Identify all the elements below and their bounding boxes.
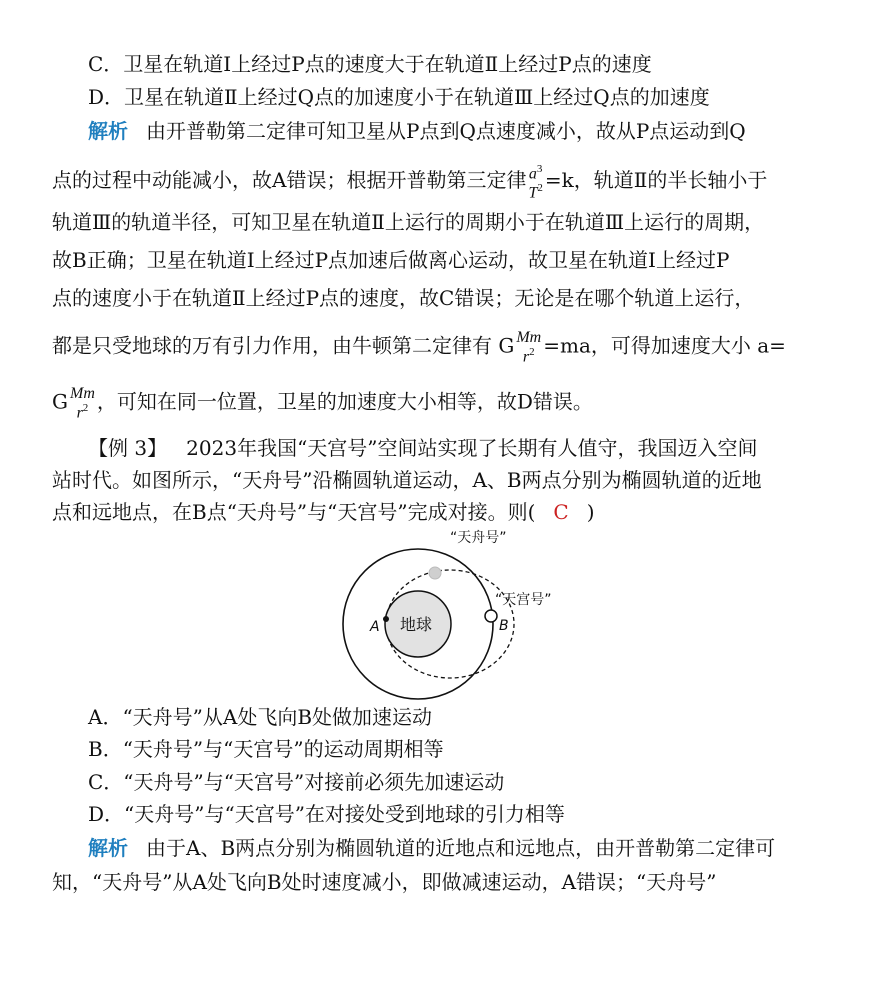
point-a-dot [383,616,389,622]
analysis2-line2: 知，“天舟号”从A处飞向B处时速度减小，即做减速运动，A错误；“天舟号” [52,870,717,894]
analysis-label: 解析 [88,119,128,143]
option-c: C．“天舟号”与“天宫号”对接前必须先加速运动 [88,770,505,794]
analysis1-line7: G Mm $r^2$ ，可知在同一位置，卫星的加速度大小相等，故D错误。 [52,385,593,422]
analysis1-line6: 都是只受地球的万有引力作用，由牛顿第二定律有 G Mm $r^2$ =ma，可得加速度大小 a= [52,329,786,366]
earth-label: 地球 [400,615,433,634]
prev-option-d: D．卫星在轨道Ⅱ上经过Q点的加速度小于在轨道Ⅲ上经过Q点的加速度 [88,85,710,109]
option-b: B．“天舟号”与“天宫号”的运动周期相等 [88,737,444,761]
gravity-fraction: Mm $r^2$ [516,329,542,366]
analysis1-line5: 点的速度小于在轨道Ⅱ上经过P点的速度，故C错误；无论是在哪个轨道上运行， [52,286,755,310]
answer-mark: C [553,500,569,524]
analysis2-line1: 解析 由于A、B两点分别为椭圆轨道的近地点和远地点，由开普勒第二定律可 [88,836,776,860]
orbit-diagram [300,522,580,712]
analysis1-line3: 轨道Ⅲ的轨道半径，可知卫星在轨道Ⅱ上运行的周期小于在轨道Ⅲ上运行的周期， [52,210,765,234]
analysis1-line2: 点的过程中动能减小，故A错误；根据开普勒第三定律 $a^3$ $T^2$ =k，轨道Ⅱ的半长轴小于 [52,163,768,202]
option-d: D．“天舟号”与“天宫号”在对接处受到地球的引力相等 [88,802,565,826]
kepler-fraction: $a^3$ $T^2$ [528,163,543,202]
example-tag: 【例 3】 [88,436,168,460]
prev-option-c: C．卫星在轨道Ⅰ上经过P点的速度大于在轨道Ⅱ上经过P点的速度 [88,52,652,76]
point-b-label: B [499,618,509,634]
tiangong-label: “天宫号” [495,592,552,608]
example3-line3: 点和远地点，在B点“天舟号”与“天宫号”完成对接。则( C ) [52,500,595,524]
analysis-label-2: 解析 [88,836,128,860]
example3-line1: 【例 3】 2023年我国“天宫号”空间站实现了长期有人值守，我国迈入空间 [88,436,758,460]
option-a: A．“天舟号”从A处飞向B处做加速运动 [88,705,433,729]
example3-line2: 站时代。如图所示，“天舟号”沿椭圆轨道运动，A、B两点分别为椭圆轨道的近地 [52,468,762,492]
tianzhou-label: “天舟号” [450,530,507,546]
analysis1-line1: 解析 由开普勒第二定律可知卫星从P点到Q点速度减小，故从P点运动到Q [88,119,746,143]
tiangong-station [485,610,497,622]
tianzhou-craft [429,567,441,579]
point-a-label: A [370,619,380,635]
analysis1-line4: 故B正确；卫星在轨道Ⅰ上经过P点加速后做离心运动，故卫星在轨道Ⅰ上经过P [52,248,730,272]
gravity-fraction-2: Mm $r^2$ [69,385,95,422]
